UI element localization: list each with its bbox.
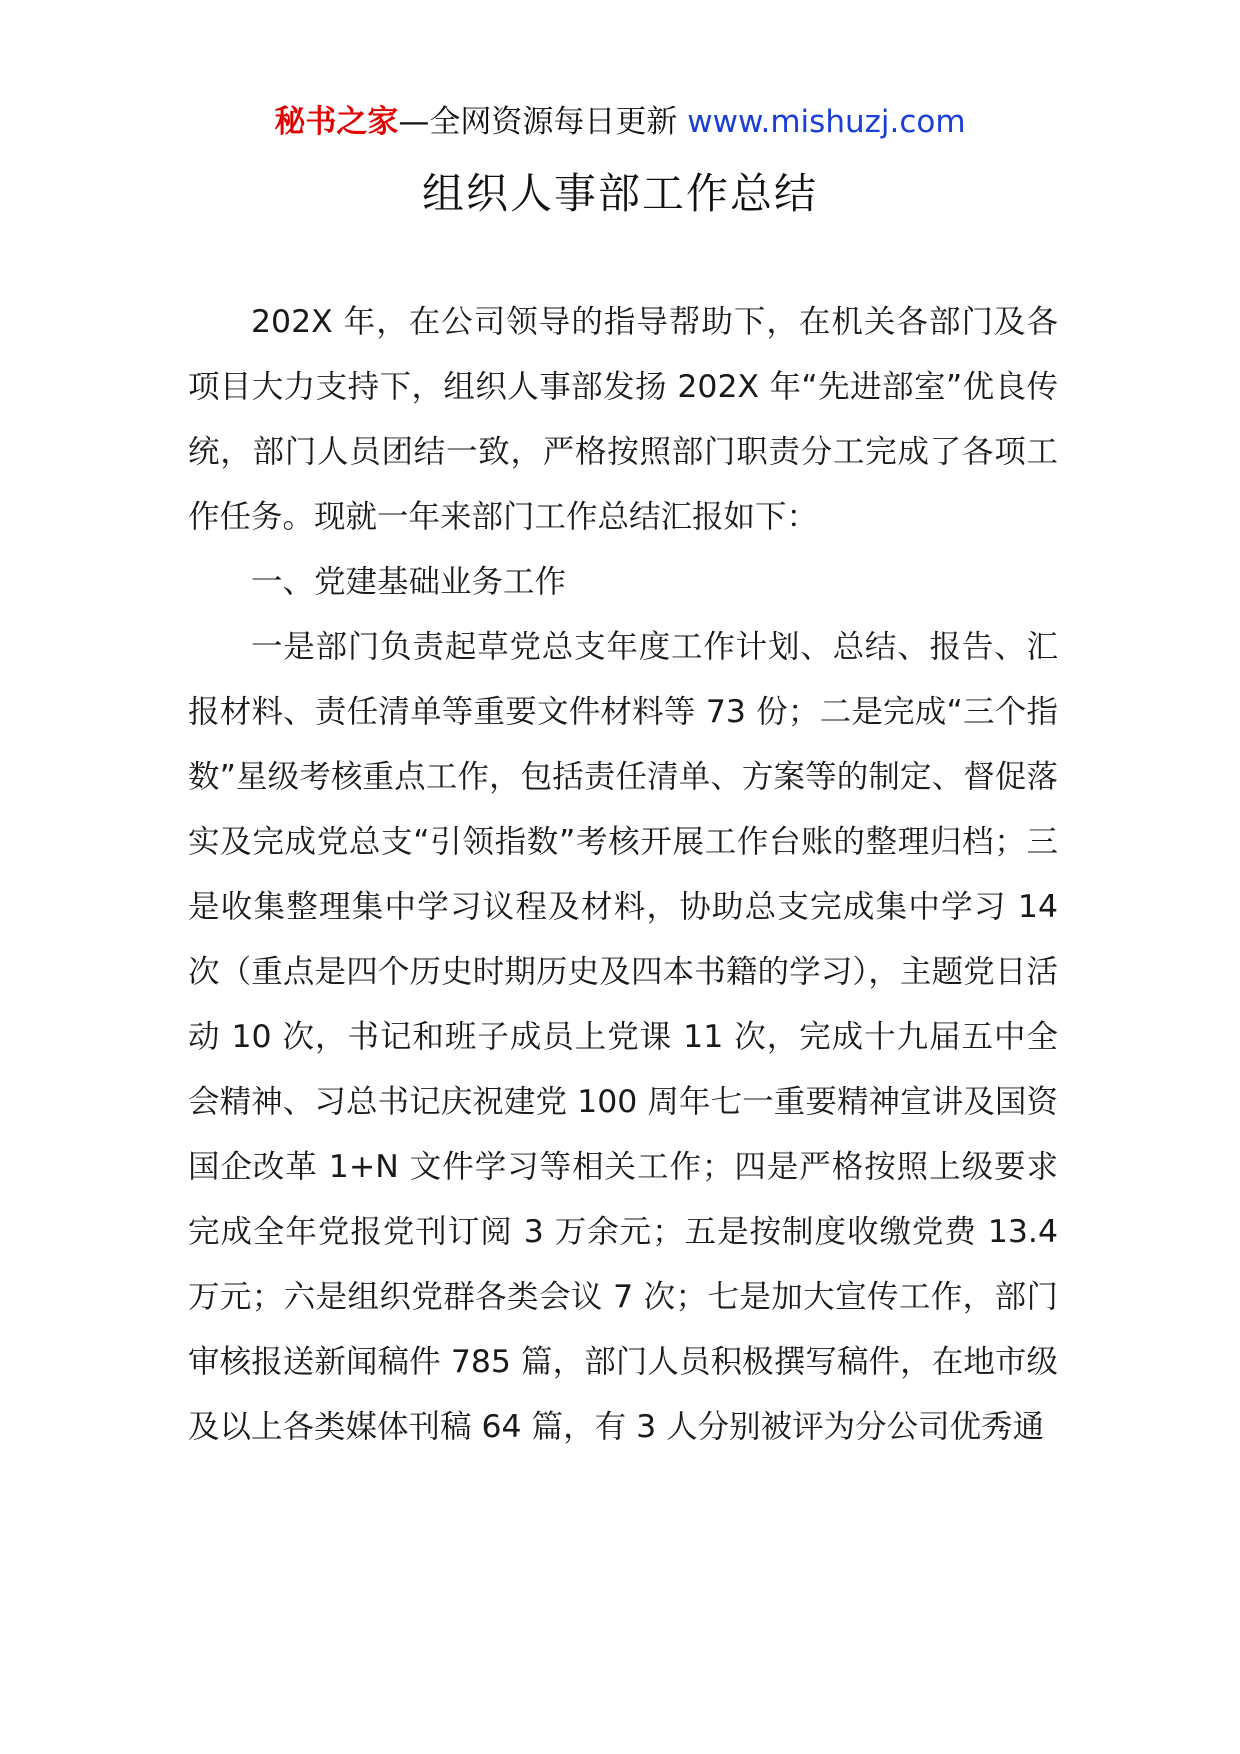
intro-paragraph: 202X 年，在公司领导的指导帮助下，在机关各部门及各项目大力支持下，组织人事部发扬 202X 年“先进部室”优良传统，部门人员团结一致，严格按照部门职责分工完成了各项工作任务。现就一年来部门工作总结汇报如下：: [188, 304, 1058, 535]
site-header-banner: [0, 100, 1240, 144]
brand-name: 秘书之家: [274, 104, 399, 140]
body-paragraph: 一是部门负责起草党总支年度工作计划、总结、报告、汇报材料、责任清单等重要文件材料等 73 份；二是完成“三个指数”星级考核重点工作，包括责任清单、方案等的制定、督促落实及完成党总支“引领指数”考核开展工作台账的整理归档；三是收集整理集中学习议程及材料，协助总支完成集中学习 14 次（重点是四个历史时期历史及四本书籍的学习），主题党日活动 10 次，书记和班子成员上党课 11 次，完成十九届五中全会精神、习总书记庆祝建党 100 周年七一重要精神宣讲及国资国企改革 1+N 文件学习等相关工作；四是严格按照上级要求完成全年党报党刊订阅 3 万余元；五是按制度收缴党费 13.4 万元；六是组织党群各类会议 7 次；七是加大宣传工作，部门审核报送新闻稿件 785 篇，部门人员积极撰写稿件，在地市级及以上各类媒体刊稿 64 篇，有 3 人分别被评为分公司优秀通: [188, 629, 1058, 1445]
header-tagline: —全网资源每日更新: [398, 104, 688, 140]
document-title: 组织人事部工作总结: [421, 169, 818, 218]
document-body: [188, 290, 1058, 1460]
website-url: www.mishuzj.com: [687, 104, 966, 140]
section-heading: 一、党建基础业务工作: [251, 564, 567, 600]
